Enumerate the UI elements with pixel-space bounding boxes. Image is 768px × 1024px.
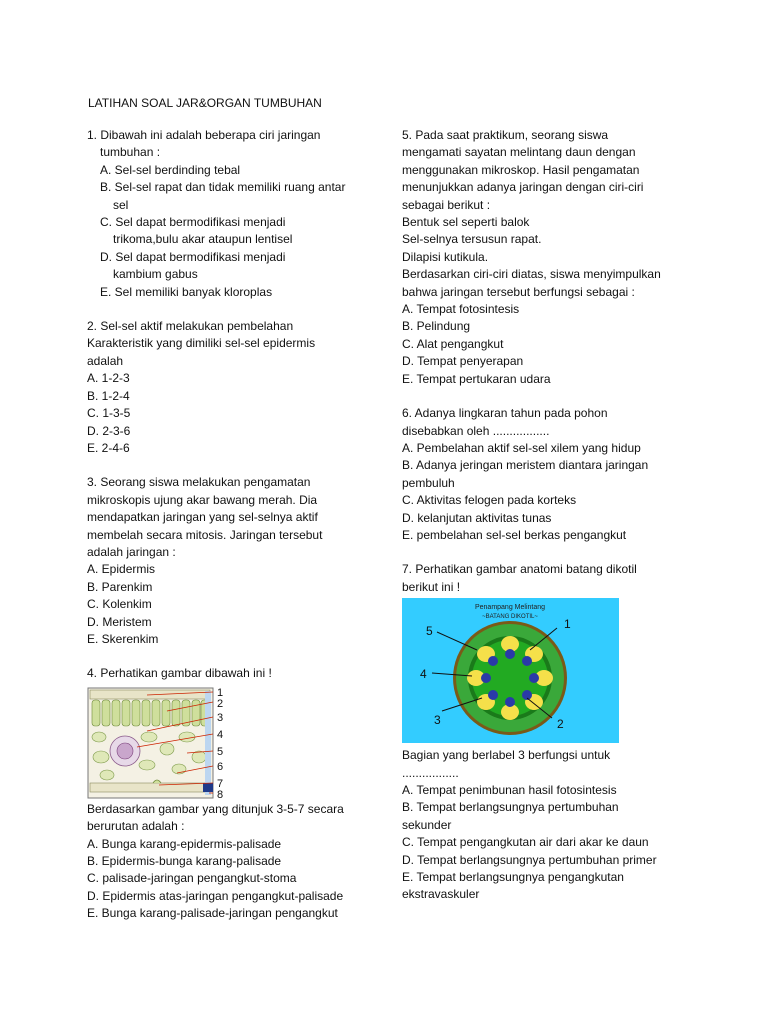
question-stem: 3. Seorang siswa melakukan pengamatan [87, 475, 311, 490]
question-stem: membelah secara mitosis. Jaringan tersebut [87, 527, 323, 542]
question-stem: Berdasarkan ciri-ciri diatas, siswa menyimpulkan [402, 267, 661, 282]
option: B. Epidermis-bunga karang-palisade [87, 854, 282, 868]
option: B. Parenkim [87, 579, 153, 594]
option: E. pembelahan sel-sel berkas pengangkut [402, 527, 627, 542]
figure-label: 5 [426, 624, 433, 639]
page-title: LATIHAN SOAL JAR&ORGAN TUMBUHAN [88, 96, 322, 110]
option-cont: kambium gabus [113, 267, 198, 282]
option: C. Kolenkim [87, 597, 152, 612]
option: A. Tempat fotosintesis [402, 302, 520, 317]
leaf-cross-section-figure [87, 687, 247, 799]
option: C. Sel dapat bermodifikasi menjadi [100, 215, 286, 230]
question-stem: Karakteristik yang dimiliki sel-sel epidermis [87, 336, 316, 351]
option-cont: trikoma,bulu akar ataupun lentisel [113, 232, 293, 247]
option: A. Epidermis [87, 562, 156, 577]
option: D. Sel dapat bermodifikasi menjadi [100, 249, 286, 264]
option: D. 2-3-6 [87, 423, 131, 438]
question-3 [87, 474, 377, 648]
question-4 [87, 665, 377, 922]
question-text: Berdasarkan gambar yang ditunjuk 3-5-7 secara [87, 801, 344, 816]
question-stem: Sel-selnya tersusun rapat. [402, 232, 542, 247]
figure-label: 3 [434, 713, 441, 728]
option: C. Alat pengangkut [402, 336, 504, 351]
option: A. Bunga karang-epidermis-palisade [87, 836, 282, 851]
right-strip [205, 691, 211, 795]
question-stem: adalah [87, 353, 124, 368]
option-cont: pembuluh [402, 475, 455, 490]
question-text: ................. [402, 765, 459, 780]
question-stem: bahwa jaringan tersebut berfungsi sebagai : [402, 284, 635, 299]
option: E. 2-4-6 [87, 440, 130, 455]
question-stem: 2. Sel-sel aktif melakukan pembelahan [87, 319, 294, 334]
question-stem: mengamati sayatan melintang daun dengan [402, 145, 636, 160]
figure-label: 5 [217, 745, 224, 758]
figure-label: 2 [557, 717, 564, 732]
figure-label: 3 [217, 711, 224, 724]
dark-marker [203, 783, 213, 792]
question-2 [87, 318, 377, 457]
option: C. Aktivitas felogen pada korteks [402, 493, 577, 508]
option: C. Tempat pengangkutan air dari akar ke daun [402, 835, 649, 850]
left-column [87, 127, 377, 940]
question-text: berurutan adalah : [87, 819, 185, 834]
dicot-stem-diagram [402, 598, 619, 743]
option: C. palisade-jaringan pengangkut-stoma [87, 871, 297, 886]
figure-label: 1 [217, 686, 224, 699]
option: D. Epidermis atas-jaringan pengangkut-palisade [87, 888, 344, 903]
question-stem: menggunakan mikroskop. Hasil pengamatan [402, 162, 640, 177]
option: E. Tempat pertukaran udara [402, 371, 551, 386]
leaf-diagram [87, 687, 247, 799]
option: A. Tempat penimbunan hasil fotosintesis [402, 782, 617, 797]
figure-label: 4 [217, 728, 224, 741]
option-cont: sekunder [402, 817, 452, 832]
option: A. 1-2-3 [87, 371, 130, 386]
option: E. Tempat berlangsungnya pengangkutan [402, 870, 624, 884]
option: A. Pembelahan aktif sel-sel xilem yang hidup [402, 440, 641, 455]
option: B. Pelindung [402, 319, 471, 334]
question-stem: mikroskopis ujung akar bawang merah. Dia [87, 492, 318, 507]
question-text: Bagian yang berlabel 3 berfungsi untuk [402, 748, 611, 763]
question-stem: tumbuhan : [100, 145, 161, 160]
question-5 [402, 127, 687, 388]
question-stem: mendapatkan jaringan yang sel-selnya aktif [87, 510, 318, 525]
question-1 [87, 127, 377, 301]
question-stem: Dilapisi kutikula. [402, 249, 489, 264]
question-stem: Bentuk sel seperti balok [402, 215, 530, 230]
question-stem: berikut ini ! [402, 579, 461, 594]
option: B. Sel-sel rapat dan tidak memiliki ruang antar [100, 180, 346, 195]
figure-caption: ~BATANG DIKOTIL~ [482, 614, 538, 621]
option: B. 1-2-4 [87, 388, 130, 403]
option: E. Skerenkim [87, 631, 159, 646]
option: E. Bunga karang-palisade-jaringan pengangkut [87, 906, 338, 921]
figure-label: 2 [217, 697, 224, 710]
figure-label: 4 [420, 667, 427, 682]
right-column [402, 127, 687, 921]
question-stem: 4. Perhatikan gambar dibawah ini ! [87, 666, 272, 681]
figure-label: 7 [217, 777, 224, 790]
figure-label: 8 [217, 788, 224, 799]
option: D. Tempat penyerapan [402, 354, 524, 369]
question-stem: 7. Perhatikan gambar anatomi batang dikotil [402, 562, 637, 577]
option: A. Sel-sel berdinding tebal [100, 162, 241, 177]
option: D. Meristem [87, 614, 152, 629]
question-stem: sebagai berikut : [402, 197, 491, 212]
figure-caption: Penampang Melintang [474, 604, 546, 612]
question-stem: disebabkan oleh ................. [402, 423, 550, 438]
option: D. kelanjutan aktivitas tunas [402, 510, 552, 525]
figure-label: 6 [217, 760, 224, 773]
figure-labels [217, 687, 223, 799]
option: E. Sel memiliki banyak kloroplas [100, 284, 273, 299]
option: D. Tempat berlangsungnya pertumbuhan primer [402, 852, 657, 867]
option-cont: sel [113, 197, 129, 212]
figure-label: 1 [564, 617, 571, 632]
dicot-stem-figure [402, 598, 619, 743]
question-stem: menunjukkan adanya jaringan dengan ciri-ciri [402, 180, 644, 195]
option: B. Adanya jeringan meristem diantara jaringan [402, 458, 649, 473]
question-stem: 6. Adanya lingkaran tahun pada pohon [402, 406, 608, 421]
xylem [117, 743, 133, 759]
question-stem: adalah jaringan : [87, 544, 176, 559]
option: B. Tempat berlangsungnya pertumbuhan [402, 800, 619, 815]
question-7 [402, 561, 687, 903]
option: C. 1-3-5 [87, 406, 131, 421]
lower-epidermis [90, 783, 210, 792]
question-stem: 1. Dibawah ini adalah beberapa ciri jaringan [87, 128, 321, 142]
option-cont: ekstravaskuler [402, 887, 480, 902]
question-6 [402, 405, 687, 544]
question-stem: 5. Pada saat praktikum, seorang siswa [402, 128, 609, 142]
